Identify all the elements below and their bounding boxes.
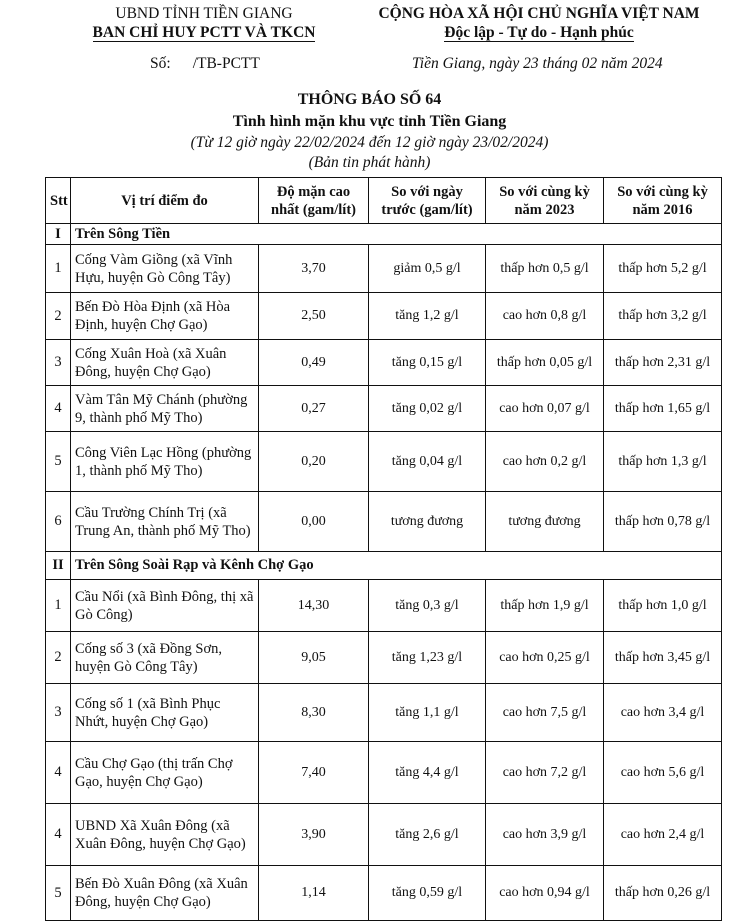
table-row bbox=[46, 386, 722, 432]
row-stt: 5 bbox=[46, 432, 71, 492]
nation-header bbox=[366, 4, 712, 42]
row-vs-prev-day: tăng 2,6 g/l bbox=[369, 804, 486, 866]
row-max-salinity: 0,20 bbox=[259, 432, 369, 492]
row-max-salinity: 1,14 bbox=[259, 866, 369, 921]
table-header-row bbox=[46, 178, 722, 224]
table-row bbox=[46, 432, 722, 492]
org-line-1: UBND TỈNH TIỀN GIANG bbox=[115, 5, 293, 22]
table-row bbox=[46, 632, 722, 684]
row-stt: 2 bbox=[46, 632, 71, 684]
org-header bbox=[82, 4, 326, 42]
row-vs-2023: thấp hơn 0,05 g/l bbox=[486, 340, 604, 386]
row-max-salinity: 0,27 bbox=[259, 386, 369, 432]
row-stt: 4 bbox=[46, 804, 71, 866]
table-row bbox=[46, 293, 722, 340]
header-stt: Stt bbox=[46, 178, 71, 224]
table-row bbox=[46, 340, 722, 386]
section-name: Trên Sông Soài Rạp và Kênh Chợ Gạo bbox=[71, 552, 722, 580]
row-vs-2023: cao hơn 7,2 g/l bbox=[486, 742, 604, 804]
row-stt: 1 bbox=[46, 580, 71, 632]
row-vs-2016: thấp hơn 3,45 g/l bbox=[604, 632, 722, 684]
row-vs-2016: cao hơn 3,4 g/l bbox=[604, 684, 722, 742]
row-location: Bến Đò Xuân Đông (xã Xuân Đông, huyện Chợ Gạo) bbox=[71, 866, 259, 921]
row-vs-prev-day: tăng 4,4 g/l bbox=[369, 742, 486, 804]
row-max-salinity: 8,30 bbox=[259, 684, 369, 742]
row-stt: 4 bbox=[46, 386, 71, 432]
nation-line-1: CỘNG HÒA XÃ HỘI CHỦ NGHĨA VIỆT NAM bbox=[378, 5, 700, 22]
row-location: Bến Đò Hòa Định (xã Hòa Định, huyện Chợ Gạo) bbox=[71, 293, 259, 340]
row-max-salinity: 7,40 bbox=[259, 742, 369, 804]
row-vs-2016: thấp hơn 1,0 g/l bbox=[604, 580, 722, 632]
row-vs-2016: thấp hơn 0,78 g/l bbox=[604, 492, 722, 552]
row-vs-2023: thấp hơn 0,5 g/l bbox=[486, 245, 604, 293]
row-vs-prev-day: tăng 1,2 g/l bbox=[369, 293, 486, 340]
table-row bbox=[46, 245, 722, 293]
row-vs-prev-day: tăng 0,02 g/l bbox=[369, 386, 486, 432]
row-vs-2016: thấp hơn 5,2 g/l bbox=[604, 245, 722, 293]
notice-title: THÔNG BÁO SỐ 64 bbox=[297, 91, 442, 108]
row-max-salinity: 9,05 bbox=[259, 632, 369, 684]
table-row bbox=[46, 866, 722, 921]
row-stt: 3 bbox=[46, 340, 71, 386]
row-vs-prev-day: tăng 0,04 g/l bbox=[369, 432, 486, 492]
doc-number-label: Số: bbox=[150, 55, 171, 72]
row-vs-2023: cao hơn 0,07 g/l bbox=[486, 386, 604, 432]
row-location: Cầu Nổi (xã Bình Đông, thị xã Gò Công) bbox=[71, 580, 259, 632]
row-max-salinity: 0,00 bbox=[259, 492, 369, 552]
row-vs-prev-day: tương đương bbox=[369, 492, 486, 552]
row-stt: 3 bbox=[46, 684, 71, 742]
table-row bbox=[46, 742, 722, 804]
notice-subtitle: Tình hình mặn khu vực tỉnh Tiền Giang bbox=[232, 113, 507, 130]
table-row bbox=[46, 580, 722, 632]
row-vs-2023: cao hơn 0,25 g/l bbox=[486, 632, 604, 684]
row-vs-prev-day: tăng 1,23 g/l bbox=[369, 632, 486, 684]
row-vs-2023: cao hơn 3,9 g/l bbox=[486, 804, 604, 866]
row-location: Cầu Chợ Gạo (thị trấn Chợ Gạo, huyện Chợ Gạo) bbox=[71, 742, 259, 804]
row-stt: 2 bbox=[46, 293, 71, 340]
place-date: Tiền Giang, ngày 23 tháng 02 năm 2024 bbox=[412, 55, 663, 72]
row-location: Cầu Trường Chính Trị (xã Trung An, thành phố Mỹ Tho) bbox=[71, 492, 259, 552]
row-location: Công Viên Lạc Hồng (phường 1, thành phố Mỹ Tho) bbox=[71, 432, 259, 492]
row-location: Cống số 1 (xã Bình Phục Nhứt, huyện Chợ Gạo) bbox=[71, 684, 259, 742]
header-max-salinity: Độ mặn cao nhất (gam/lít) bbox=[259, 178, 369, 224]
row-vs-2016: cao hơn 5,6 g/l bbox=[604, 742, 722, 804]
row-vs-2023: thấp hơn 1,9 g/l bbox=[486, 580, 604, 632]
row-vs-prev-day: tăng 1,1 g/l bbox=[369, 684, 486, 742]
org-line-2: BAN CHỈ HUY PCTT VÀ TKCN bbox=[92, 24, 316, 41]
section-index: I bbox=[46, 224, 71, 245]
row-stt: 4 bbox=[46, 742, 71, 804]
row-stt: 1 bbox=[46, 245, 71, 293]
header-vs-prev-day: So với ngày trước (gam/lít) bbox=[369, 178, 486, 224]
row-location: Cống Xuân Hoà (xã Xuân Đông, huyện Chợ Gạo) bbox=[71, 340, 259, 386]
row-location: UBND Xã Xuân Đông (xã Xuân Đông, huyện Chợ Gạo) bbox=[71, 804, 259, 866]
salinity-table bbox=[45, 177, 722, 921]
table-row bbox=[46, 684, 722, 742]
row-location: Vàm Tân Mỹ Chánh (phường 9, thành phố Mỹ Tho) bbox=[71, 386, 259, 432]
notice-period: (Từ 12 giờ ngày 22/02/2024 đến 12 giờ ngày 23/02/2024) bbox=[190, 134, 549, 151]
row-vs-2023: cao hơn 0,8 g/l bbox=[486, 293, 604, 340]
row-location: Cống số 3 (xã Đồng Sơn, huyện Gò Công Tây) bbox=[71, 632, 259, 684]
doc-number-suffix: /TB-PCTT bbox=[192, 55, 260, 72]
row-vs-2016: thấp hơn 1,3 g/l bbox=[604, 432, 722, 492]
table-row bbox=[46, 804, 722, 866]
row-max-salinity: 2,50 bbox=[259, 293, 369, 340]
row-vs-2023: cao hơn 7,5 g/l bbox=[486, 684, 604, 742]
row-vs-2023: cao hơn 0,94 g/l bbox=[486, 866, 604, 921]
row-stt: 5 bbox=[46, 866, 71, 921]
row-vs-2016: thấp hơn 2,31 g/l bbox=[604, 340, 722, 386]
row-vs-prev-day: tăng 0,3 g/l bbox=[369, 580, 486, 632]
row-location: Cống Vàm Giồng (xã Vĩnh Hựu, huyện Gò Công Tây) bbox=[71, 245, 259, 293]
row-vs-2023: tương đương bbox=[486, 492, 604, 552]
row-vs-2016: thấp hơn 3,2 g/l bbox=[604, 293, 722, 340]
row-vs-2023: cao hơn 0,2 g/l bbox=[486, 432, 604, 492]
doc-number bbox=[150, 55, 260, 73]
row-max-salinity: 3,70 bbox=[259, 245, 369, 293]
row-vs-prev-day: giảm 0,5 g/l bbox=[369, 245, 486, 293]
nation-motto: Độc lập - Tự do - Hạnh phúc bbox=[444, 24, 634, 41]
table-row bbox=[46, 492, 722, 552]
header-vs-2023: So với cùng kỳ năm 2023 bbox=[486, 178, 604, 224]
section-row bbox=[46, 552, 722, 580]
row-vs-prev-day: tăng 0,15 g/l bbox=[369, 340, 486, 386]
section-index: II bbox=[46, 552, 71, 580]
row-vs-2016: cao hơn 2,4 g/l bbox=[604, 804, 722, 866]
header-vs-2016: So với cùng kỳ năm 2016 bbox=[604, 178, 722, 224]
header-location: Vị trí điểm đo bbox=[71, 178, 259, 224]
row-vs-2016: thấp hơn 0,26 g/l bbox=[604, 866, 722, 921]
row-vs-2016: thấp hơn 1,65 g/l bbox=[604, 386, 722, 432]
notice-release: (Bản tin phát hành) bbox=[308, 154, 431, 171]
row-stt: 6 bbox=[46, 492, 71, 552]
section-row bbox=[46, 224, 722, 245]
row-max-salinity: 14,30 bbox=[259, 580, 369, 632]
row-max-salinity: 3,90 bbox=[259, 804, 369, 866]
section-name: Trên Sông Tiền bbox=[71, 224, 722, 245]
row-vs-prev-day: tăng 0,59 g/l bbox=[369, 866, 486, 921]
row-max-salinity: 0,49 bbox=[259, 340, 369, 386]
